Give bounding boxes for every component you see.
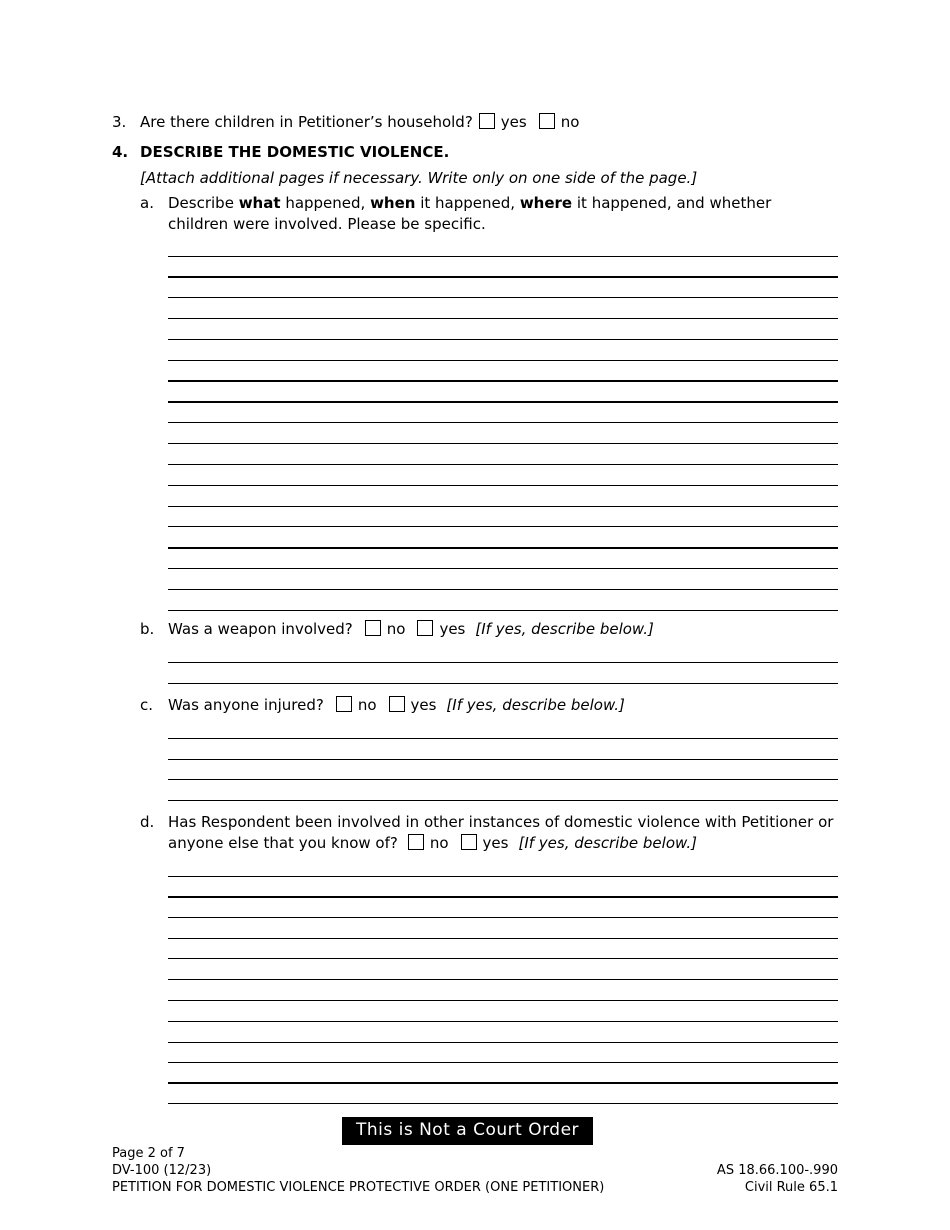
q4a-answer-line[interactable] [168, 547, 838, 549]
q4c-no-checkbox[interactable] [336, 696, 352, 712]
q4a-answer-line[interactable] [168, 339, 838, 340]
q4b-note: [If yes, describe below.] [475, 620, 654, 638]
q4d-answer-line[interactable] [168, 938, 838, 939]
q4c-answer-line[interactable] [168, 779, 838, 780]
q4b-yes-checkbox[interactable] [417, 620, 433, 636]
q4d-answer-line[interactable] [168, 1000, 838, 1001]
q4d-letter: d. [140, 813, 155, 831]
q4d-answer-line[interactable] [168, 896, 838, 898]
q4a-bold-where: where [519, 194, 573, 212]
q4a-answer-line[interactable] [168, 297, 838, 298]
q4d-answer-line[interactable] [168, 917, 838, 918]
q4a-text-2: happened, [280, 194, 371, 212]
q4d-question-line1: Has Respondent been involved in other instances of domestic violence with Petitioner or [168, 813, 834, 831]
footer-right [717, 1162, 838, 1196]
q3-no-label: no [560, 113, 580, 131]
q4c-answer-line[interactable] [168, 800, 838, 801]
q4a-answer-line[interactable] [168, 485, 838, 486]
q3-row [140, 113, 579, 131]
q4c-no-label: no [357, 696, 377, 714]
footer-form-code: DV-100 (12/23) [112, 1163, 212, 1178]
q4b-answer-line[interactable] [168, 662, 838, 663]
q4b-yes-label: yes [439, 620, 466, 638]
q4a-answer-line[interactable] [168, 568, 838, 569]
q3-yes-label: yes [500, 113, 527, 131]
q4c-answer-line[interactable] [168, 738, 838, 739]
q4a-answer-line[interactable] [168, 610, 838, 611]
q4a-answer-line[interactable] [168, 464, 838, 465]
q4b-no-checkbox[interactable] [365, 620, 381, 636]
q3-number: 3. [112, 113, 127, 131]
footer-left [112, 1145, 604, 1196]
q4c-answer-line[interactable] [168, 759, 838, 760]
q4d-no-label: no [429, 834, 449, 852]
not-court-order-banner: This is Not a Court Order [342, 1117, 593, 1145]
q4a-bold-when: when [370, 194, 416, 212]
q4d-row [168, 834, 697, 852]
q4d-answer-line[interactable] [168, 1103, 838, 1104]
q4a-answer-line[interactable] [168, 256, 838, 257]
q4a-answer-line[interactable] [168, 526, 838, 527]
q4a-answer-line[interactable] [168, 506, 838, 507]
q4c-row [168, 696, 625, 714]
q4d-answer-line[interactable] [168, 979, 838, 980]
q4d-answer-line[interactable] [168, 958, 838, 959]
footer-statute: AS 18.66.100-.990 [716, 1163, 838, 1178]
q4d-question-line2: anyone else that you know of? [168, 834, 398, 852]
q4a-answer-line[interactable] [168, 401, 838, 403]
q3-yes-checkbox[interactable] [479, 113, 495, 129]
q4a-question-line1 [168, 194, 771, 212]
q4a-answer-line[interactable] [168, 276, 838, 278]
q4-number: 4. [112, 143, 129, 161]
q4b-answer-line[interactable] [168, 683, 838, 684]
q4c-yes-label: yes [410, 696, 437, 714]
q3-text: Are there children in Petitioner’s household? [140, 113, 473, 131]
q4a-answer-line[interactable] [168, 443, 838, 444]
q4d-answer-line[interactable] [168, 1062, 838, 1063]
q4d-answer-line[interactable] [168, 876, 838, 877]
q4a-text-1: Describe [168, 194, 239, 212]
q4d-no-checkbox[interactable] [408, 834, 424, 850]
footer-page-number: Page 2 of 7 [112, 1146, 185, 1161]
q4b-letter: b. [140, 620, 155, 638]
footer-form-title: PETITION FOR DOMESTIC VIOLENCE PROTECTIVE ORDER (ONE PETITIONER) [112, 1180, 605, 1195]
q4a-answer-line[interactable] [168, 589, 838, 590]
q4d-note: [If yes, describe below.] [518, 834, 697, 852]
q4c-letter: c. [140, 696, 154, 714]
q4a-answer-line[interactable] [168, 318, 838, 319]
q4-heading: DESCRIBE THE DOMESTIC VIOLENCE. [140, 143, 450, 161]
q3-no-checkbox[interactable] [539, 113, 555, 129]
q4a-bold-what: what [238, 194, 281, 212]
q4a-answer-line[interactable] [168, 360, 838, 361]
q4b-no-label: no [386, 620, 406, 638]
q4-instruction: [Attach additional pages if necessary. Write only on one side of the page.] [140, 169, 698, 187]
q4a-question-line2: children were involved. Please be specific. [168, 215, 486, 233]
q4d-answer-line[interactable] [168, 1021, 838, 1022]
q4a-answer-line[interactable] [168, 422, 838, 423]
q4c-note: [If yes, describe below.] [446, 696, 625, 714]
q4a-text-4: it happened, and whether [572, 194, 772, 212]
q4c-text: Was anyone injured? [168, 696, 324, 714]
q4a-text-3: it happened, [415, 194, 520, 212]
footer-civil-rule: Civil Rule 65.1 [744, 1180, 838, 1195]
q4a-answer-line[interactable] [168, 380, 838, 382]
q4c-yes-checkbox[interactable] [389, 696, 405, 712]
q4d-answer-line[interactable] [168, 1042, 838, 1043]
q4b-row [168, 620, 654, 638]
q4d-yes-checkbox[interactable] [461, 834, 477, 850]
q4d-yes-label: yes [482, 834, 509, 852]
q4a-letter: a. [140, 194, 154, 212]
q4d-answer-line[interactable] [168, 1082, 838, 1084]
q4b-text: Was a weapon involved? [168, 620, 353, 638]
